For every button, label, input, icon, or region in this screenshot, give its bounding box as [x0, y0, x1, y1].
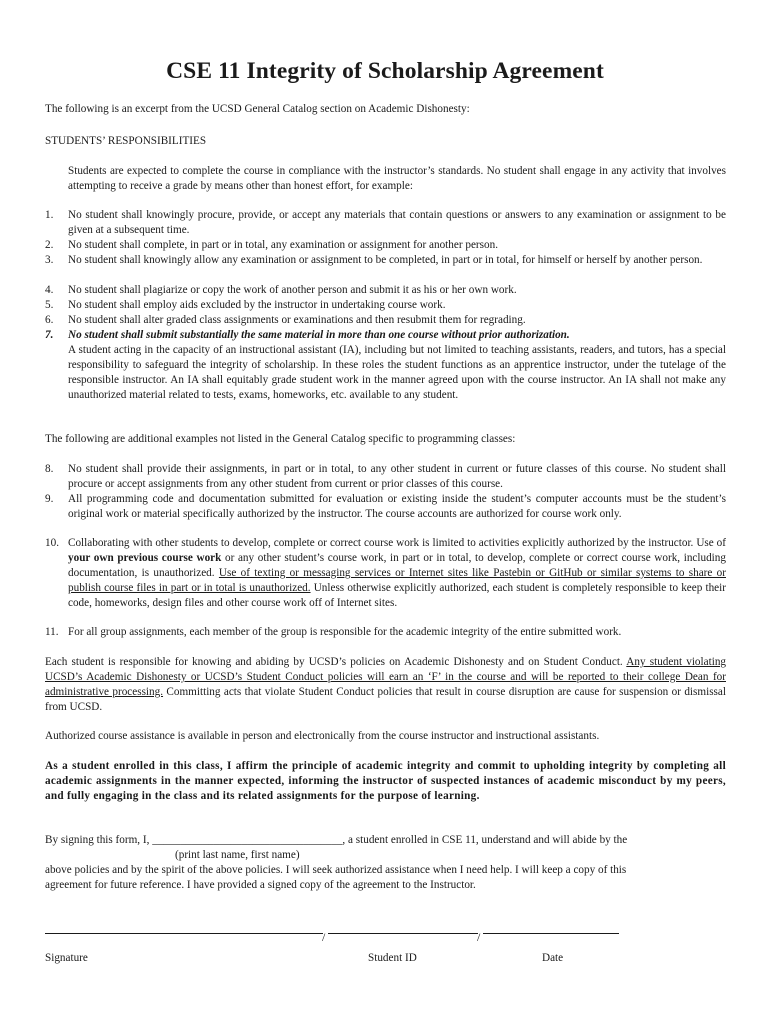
item10-underlined-text: Use of texting or messaging services or Internet sites like Pastebin or GitHub or similar systems to share or publish course files in part or in total is unauthorized.	[68, 567, 726, 594]
name-blank-field[interactable]: __________________________________	[152, 834, 343, 846]
date-label: Date	[542, 952, 564, 964]
signing-suffix: , a student enrolled in CSE 11, understand and will abide by the	[342, 834, 628, 846]
item10-text: Collaborating with other students to develop, complete or correct course work is limited to activities explicitly authorized by the instructor. Use of	[68, 537, 726, 549]
policy-paragraph	[45, 655, 726, 715]
list-item: No student shall employ aids excluded by the instructor in undertaking course work.	[68, 299, 446, 311]
intro-text: The following is an excerpt from the UCSD General Catalog section on Academic Dishonesty:	[45, 103, 470, 115]
signing-line-2: above policies and by the spirit of the above policies. I will seek authorized assistance when I need help. I will keep a copy of this	[45, 864, 627, 876]
signing-statement	[45, 833, 735, 848]
list-number: 7.	[45, 329, 54, 341]
section-heading: STUDENTS’ RESPONSIBILITIES	[45, 135, 207, 147]
signing-line-3: agreement for future reference. I have provided a signed copy of the agreement to the Instructor.	[45, 879, 476, 891]
ia-paragraph: A student acting in the capacity of an instructional assistant (IA), including but not limited to teaching assistants, readers, and tutors, has a special responsibility to safeguard the integrity of scholarship. In these roles the student functions as an apprentice instructor, under the tutelage of the responsible instructor. An IA shall equitably grade student work in the manner agreed upon with the course instructor. An IA shall not make any unauthorized material related to tests, exams, homeworks, etc. available to any student.	[68, 344, 726, 401]
date-line[interactable]	[483, 933, 619, 935]
list-number: 1.	[45, 209, 54, 221]
list-item: For all group assignments, each member of the group is responsible for the academic integrity of the entire submitted work.	[68, 626, 622, 638]
list-item-emphasized: No student shall submit substantially the same material in more than one course without prior authorization.	[68, 329, 570, 341]
separator-slash: /	[477, 930, 481, 944]
name-hint: (print last name, first name)	[175, 849, 300, 861]
policy-underlined-text: Any student violating UCSD’s Academic Dishonesty or UCSD’s Student Conduct policies will earn an ‘F’ in the course and will be reported to their college Dean for administrative processing.	[45, 656, 727, 698]
list-item: All programming code and documentation submitted for evaluation or existing inside the student’s computer accounts must be the student’s original work or material specifically authorized by the instructor. The course accounts are authorized for course work only.	[68, 493, 726, 520]
list-number: 6.	[45, 314, 54, 326]
student-id-label: Student ID	[368, 952, 417, 964]
list-number: 3.	[45, 254, 54, 266]
list-number: 10.	[45, 537, 59, 549]
list-item: No student shall plagiarize or copy the work of another person and submit it as his or her own work.	[68, 284, 517, 296]
list-item	[68, 536, 726, 611]
list-item: No student shall provide their assignments, in part or in total, to any other student in current or future classes of this course. No student shall procure or accept assignments from any other student from current or prior classes of this course.	[68, 463, 726, 490]
signing-prefix: By signing this form, I,	[45, 834, 153, 846]
responsibilities-intro: Students are expected to complete the course in compliance with the instructor’s standards. No student shall engage in any activity that involves attempting to receive a grade by means other than honest effort, for example:	[68, 165, 726, 192]
list-number: 4.	[45, 284, 54, 296]
list-number: 8.	[45, 463, 54, 475]
page-title: CSE 11 Integrity of Scholarship Agreement	[166, 58, 604, 84]
policy-text: Each student is responsible for knowing and abiding by UCSD’s policies on Academic Dishonesty and on Student Conduct.	[45, 656, 627, 668]
item10-text: or any other student’s course work, in part or in total, to develop, complete or correct course work, including documentation, is unauthorized.	[68, 552, 726, 579]
item10-bold-text: your own previous course work	[68, 552, 222, 564]
additional-intro: The following are additional examples not listed in the General Catalog specific to programming classes:	[45, 433, 516, 445]
student-id-line[interactable]	[328, 933, 478, 935]
policy-text: Committing acts that violate Student Conduct policies that result in course disruption are cause for suspension or dismissal from UCSD.	[45, 686, 726, 713]
signature-label: Signature	[45, 952, 88, 964]
item10-text: Unless otherwise explicitly authorized, each student is completely responsible to keep their code, homeworks, design files and other course work off of Internet sites.	[68, 582, 726, 609]
separator-slash: /	[322, 930, 326, 944]
list-number: 9.	[45, 493, 54, 505]
assistance-text: Authorized course assistance is available in person and electronically from the course instructor and instructional assistants.	[45, 730, 600, 742]
list-number: 5.	[45, 299, 54, 311]
list-number: 2.	[45, 239, 54, 251]
signature-line[interactable]	[45, 933, 323, 935]
list-item: No student shall knowingly allow any examination or assignment to be completed, in part or in total, for himself or herself by another person.	[68, 254, 703, 266]
list-item: No student shall alter graded class assignments or examinations and then resubmit them for regrading.	[68, 314, 526, 326]
affirmation-paragraph: As a student enrolled in this class, I affirm the principle of academic integrity and commit to upholding integrity by completing all academic assignments in the manner expected, informing the instructor of suspected instances of academic misconduct by my peers, and fully engaging in the class and its related assignments for the purpose of learning.	[45, 760, 726, 802]
list-item: No student shall complete, in part or in total, any examination or assignment for another person.	[68, 239, 498, 251]
list-item: No student shall knowingly procure, provide, or accept any materials that contain questions or answers to any examination or assignment to be given at a subsequent time.	[68, 209, 726, 236]
list-number: 11.	[45, 626, 59, 638]
